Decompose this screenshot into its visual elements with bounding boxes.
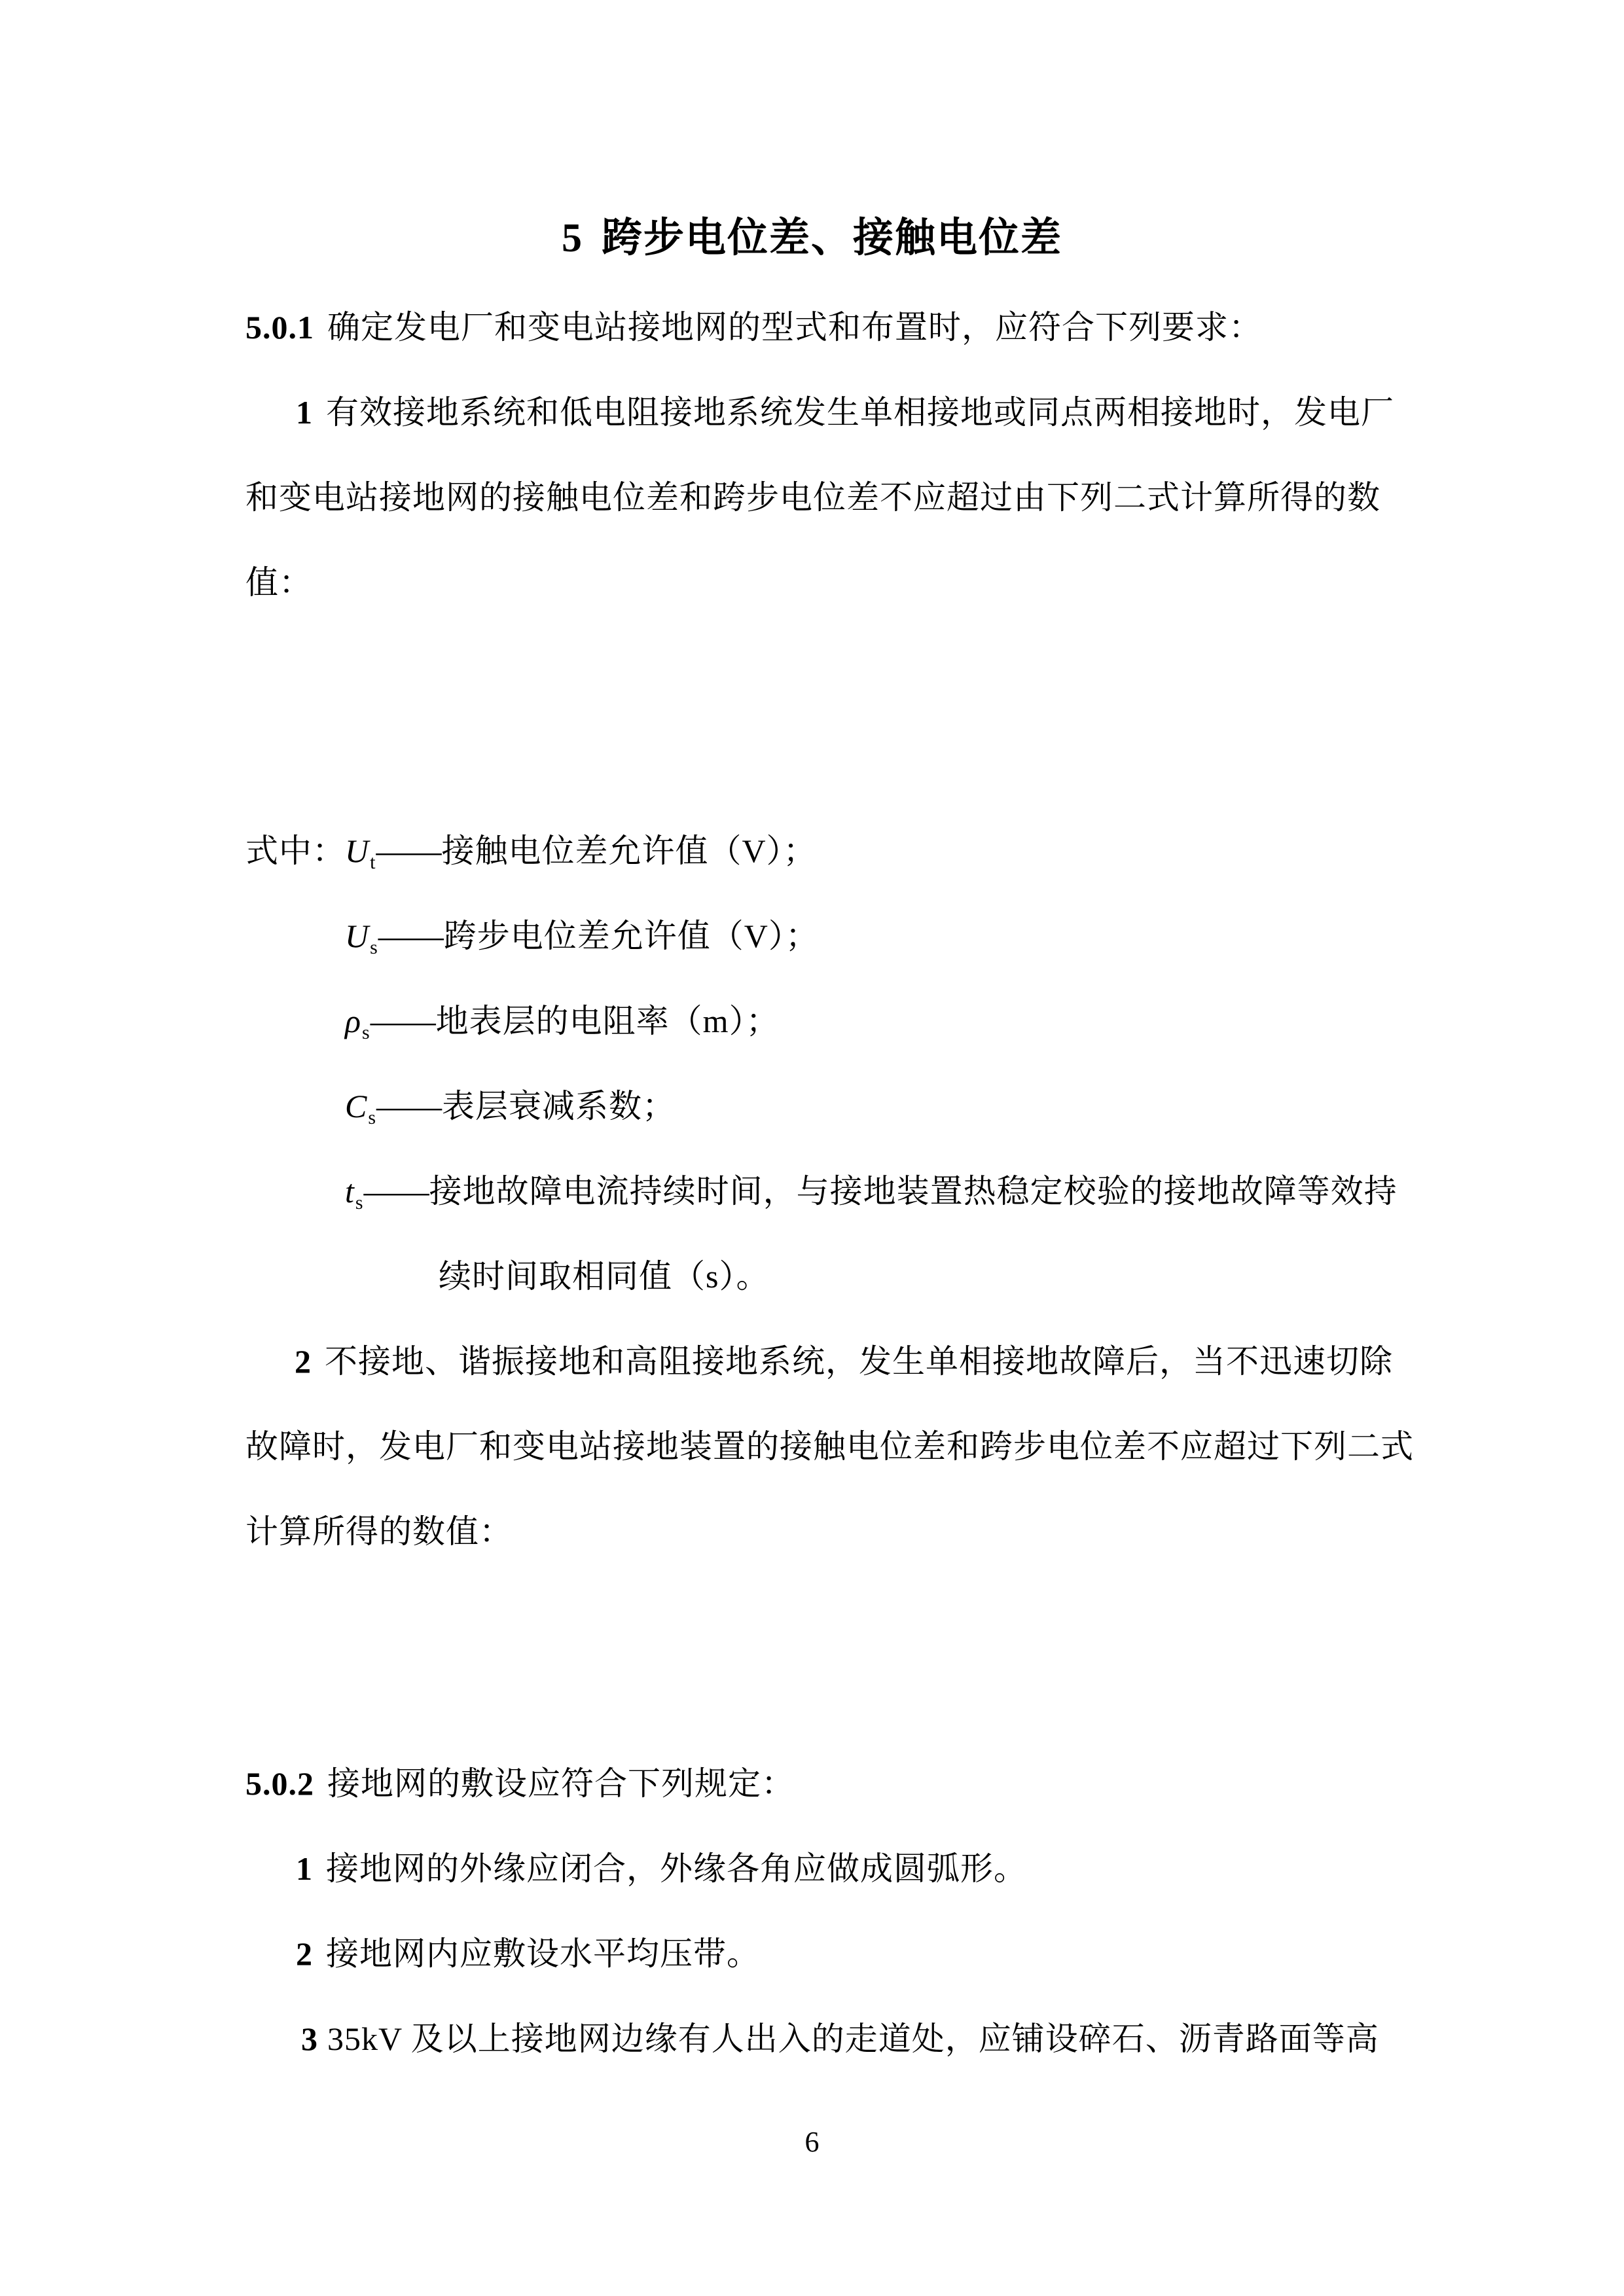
item-text: 有效接地系统和低电阻接地系统发生单相接地或同点两相接地时，发电厂 xyxy=(326,394,1394,431)
symbol-cs: $C_s$ xyxy=(345,1088,377,1128)
em-dash: —— xyxy=(370,1003,436,1039)
where-label: 式中： xyxy=(245,833,346,869)
symbol-ts: $t_s$ xyxy=(345,1173,364,1213)
symbol-ut: $U_t$ xyxy=(345,833,376,873)
item-text: 计算所得的数值： xyxy=(245,1513,513,1550)
clause-5-0-2-item-3 xyxy=(301,1996,1379,2081)
item-1-line-3 xyxy=(245,540,312,625)
term-definition: 接触电位差允许值（V）； xyxy=(441,833,817,869)
clause-number: 5.0.2 xyxy=(245,1765,314,1802)
clause-5-0-2-item-1 xyxy=(296,1826,1027,1911)
where-term-ts-continuation xyxy=(439,1234,769,1319)
term-definition: 跨步电位差允许值（V）； xyxy=(443,918,819,954)
where-term-ut xyxy=(245,808,817,893)
item-text: 接地网内应敷设水平均压带。 xyxy=(326,1935,760,1972)
term-definition: 表层衰减系数； xyxy=(442,1088,676,1124)
item-1-line-1 xyxy=(296,370,1394,455)
item-number: 2 xyxy=(296,1935,313,1972)
symbol-rho-s: $\rho_s$ xyxy=(345,1003,370,1043)
clause-text: 接地网的敷设应符合下列规定： xyxy=(327,1765,795,1802)
where-term-ts xyxy=(345,1149,1398,1234)
item-number: 1 xyxy=(296,1850,313,1887)
chapter-number: 5 xyxy=(561,216,583,260)
where-term-cs xyxy=(345,1064,676,1149)
item-number: 2 xyxy=(295,1343,312,1380)
item-number: 1 xyxy=(296,394,313,431)
em-dash: —— xyxy=(363,1173,429,1210)
clause-number: 5.0.1 xyxy=(245,309,314,346)
term-definition: 接地故障电流持续时间，与接地装置热稳定校验的接地故障等效持 xyxy=(429,1173,1398,1210)
item-text: 故障时，发电厂和变电站接地装置的接触电位差和跨步电位差不应超过下列二式 xyxy=(245,1428,1414,1465)
item-text: 不接地、谐振接地和高阻接地系统，发生单相接地故障后，当不迅速切除 xyxy=(325,1343,1393,1380)
term-definition: 续时间取相同值（s）。 xyxy=(439,1258,770,1295)
clause-text: 确定发电厂和变电站接地网的型式和布置时，应符合下列要求： xyxy=(327,309,1262,346)
symbol-us: $U_s$ xyxy=(345,918,378,958)
item-text: 35kV 及以上接地网边缘有人出入的走道处，应铺设碎石、沥青路面等高 xyxy=(327,2020,1379,2057)
item-2-line-2 xyxy=(245,1404,1414,1489)
where-term-us xyxy=(345,893,819,978)
em-dash: —— xyxy=(378,918,444,954)
item-text: 接地网的外缘应闭合，外缘各角应做成圆弧形。 xyxy=(326,1850,1027,1887)
item-number: 3 xyxy=(301,2020,318,2057)
item-2-line-1 xyxy=(295,1319,1393,1404)
term-definition: 地表层的电阻率（m）； xyxy=(435,1003,780,1039)
chapter-title-text: 跨步电位差、接触电位差 xyxy=(601,216,1062,260)
em-dash: —— xyxy=(376,1088,442,1124)
item-2-line-3 xyxy=(245,1489,513,1574)
clause-5-0-1 xyxy=(245,285,1262,370)
em-dash: —— xyxy=(376,833,442,869)
item-text: 和变电站接地网的接触电位差和跨步电位差不应超过由下列二式计算所得的数 xyxy=(245,479,1380,516)
clause-5-0-2-item-2 xyxy=(296,1911,760,1996)
chapter-title xyxy=(0,208,1624,268)
clause-5-0-2 xyxy=(245,1741,795,1826)
where-term-rho-s xyxy=(345,978,780,1064)
page-number: 6 xyxy=(804,2126,820,2158)
item-text: 值： xyxy=(245,564,312,601)
item-1-line-2 xyxy=(245,455,1380,540)
